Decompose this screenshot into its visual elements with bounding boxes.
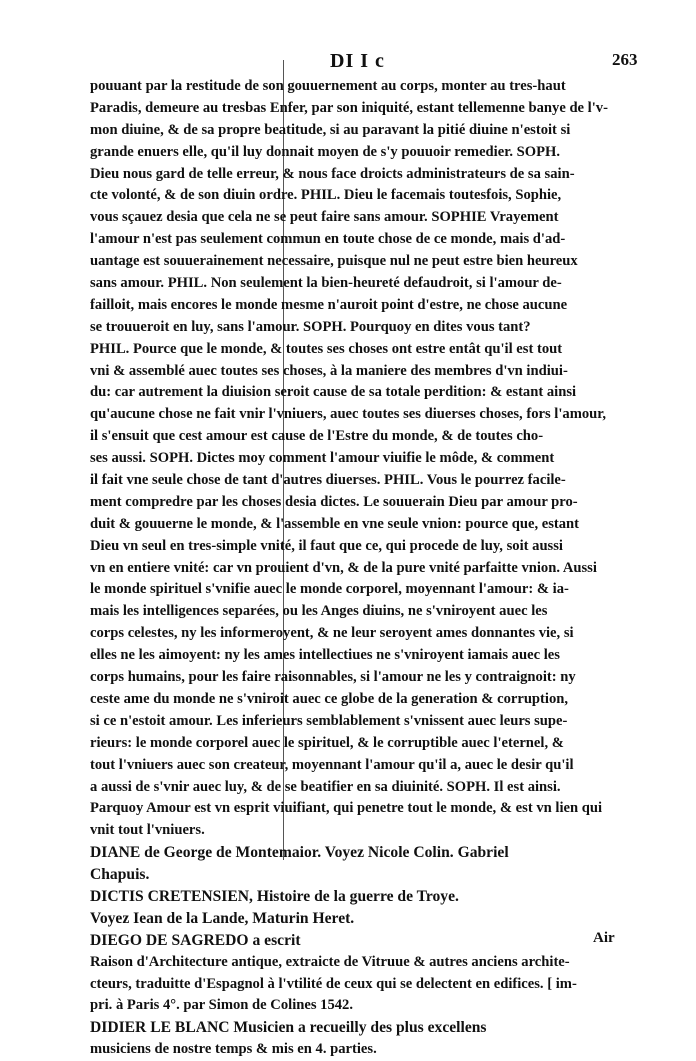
text-line: Parquoy Amour est vn esprit viuifiant, qui penetre tout le monde, & est vn lien qui bbox=[90, 800, 603, 817]
text-line: pouuant par la restitude de son gouuernement au corps, monter au tres-haut bbox=[90, 78, 566, 94]
text-line: l'amour n'est pas seulement commun en toute chose de ce monde, mais d'ad- bbox=[90, 231, 566, 248]
text-line: Dieu nous gard de telle erreur, & nous face droicts administrateurs de sa sain- bbox=[90, 165, 575, 182]
entry-line: cteurs, traduitte d'Espagnol à l'vtilité de ceux qui se delectent en edifices. [ im- bbox=[90, 975, 577, 992]
text-line: ment compredre par les choses desia dictes. Le souuerain Dieu par amour pro- bbox=[90, 493, 578, 510]
text-line: du: car autrement la diuision seroit cause de sa totale perdition: & estant ainsi bbox=[90, 384, 577, 401]
text-line: qu'aucune chose ne fait vnir l'vniuers, auec toutes ses diuerses choses, fors l'amour, bbox=[90, 406, 607, 423]
text-line: uantage est souuerainement necessaire, puisque nul ne peut estre bien heureux bbox=[90, 253, 578, 270]
text-line: sans amour. PHIL. Non seulement la bien-heureté defaudroit, si l'amour de- bbox=[90, 275, 562, 292]
text-line: se trouueroit en luy, sans l'amour. SOPH. Pourquoy en dites vous tant? bbox=[90, 318, 531, 335]
text-line: tout l'vniuers auec son createur, moyennant l'amour qu'il a, auec le desir qu'il bbox=[90, 756, 574, 773]
text-line: PHIL. Pource que le monde, & toutes ses choses ont estre entât qu'il est tout bbox=[90, 340, 563, 357]
text-line: ceste ame du monde ne s'vniroit auec ce globe de la generation & corruption, bbox=[90, 690, 569, 707]
text-line: vnit tout l'vniuers. bbox=[90, 822, 205, 839]
text-line: ses aussi. SOPH. Dictes moy comment l'amour viuifie le môde, & comment bbox=[90, 450, 555, 467]
text-line: a aussi de s'vnir auec luy, & de se beatifier en sa diuinité. SOPH. Il est ainsi. bbox=[90, 778, 561, 795]
entry-line: DIDIER LE BLANC Musicien a recueilly des plus excellens bbox=[90, 1019, 487, 1037]
text-line: cte volonté, & de son diuin ordre. PHIL. Dieu le facemais toutesfois, Sophie, bbox=[90, 187, 562, 204]
page-number: 263 bbox=[612, 50, 638, 69]
text-line: duit & gouuerne le monde, & l'assemble en vne seule vnion: pource que, estant bbox=[90, 515, 580, 532]
entry-line: Chapuis. bbox=[90, 866, 150, 884]
text-line: mais les intelligences separées, ou les Anges diuins, ne s'vniroyent auec les bbox=[90, 603, 548, 620]
text-line: si ce n'estoit amour. Les inferieurs semblablement s'vnissent auec leurs supe- bbox=[90, 712, 568, 729]
text-line: Dieu vn seul en tres-simple vnité, il faut que ce, qui procede de luy, soit aussi bbox=[90, 537, 563, 554]
entry-line: DIANE de George de Montemaior. Voyez Nicole Colin. Gabriel bbox=[90, 844, 509, 862]
entry-line: DIEGO DE SAGREDO a escrit bbox=[90, 931, 301, 949]
text-line: vni & assemblé auec toutes ses choses, à la maniere des membres d'vn indiui- bbox=[90, 362, 568, 379]
entry-line: DICTIS CRETENSIEN, Histoire de la guerre de Troye. bbox=[90, 887, 459, 905]
catchword: Air bbox=[593, 930, 615, 946]
text-line: failloit, mais encores le monde mesme n'auroit point d'estre, ne chose aucune bbox=[90, 296, 568, 313]
text-line: elles ne les aimoyent: ny les ames intellectiues ne s'vniroyent iamais auec les bbox=[90, 647, 560, 664]
text-line: rieurs: le monde corporel auec le spirituel, & le corruptible auec l'eternel, & bbox=[90, 734, 564, 751]
entry-line: Raison d'Architecture antique, extraicte de Vitruue & autres anciens archite- bbox=[90, 953, 570, 970]
text-line: Paradis, demeure au tresbas Enfer, par son iniquité, estant tellemenne banye de l'v- bbox=[90, 99, 608, 116]
text-line: le monde spirituel s'vnifie auec le monde corporel, moyennant l'amour: & ia- bbox=[90, 581, 569, 598]
text-line: grande enuers elle, qu'il luy donnait moyen de s'y pouuoir remedier. SOPH. bbox=[90, 143, 561, 160]
body-text bbox=[90, 76, 630, 1061]
running-header: DI I c bbox=[330, 50, 385, 72]
entry-line: pri. à Paris 4°. par Simon de Colines 1542. bbox=[90, 997, 354, 1014]
text-line: vn en entiere vnité: car vn prouient d'vn, & de la pure vnité parfaitte vnion. Aussi bbox=[90, 559, 597, 576]
text-line: corps celestes, ny les informeroyent, & ne leur seroyent ames donnantes vie, si bbox=[90, 625, 574, 642]
text-line: mon diuine, & de sa propre beatitude, si au paravant la pitié diuine n'estoit si bbox=[90, 121, 571, 138]
text-line: corps humains, pour les faire raisonnables, si l'amour ne les y contraignoit: ny bbox=[90, 669, 576, 686]
text-line: vous sçauez desia que cela ne se peut faire sans amour. SOPHIE Vrayement bbox=[90, 209, 559, 226]
entry-line: Voyez Iean de la Lande, Maturin Heret. bbox=[90, 909, 355, 927]
text-line: il fait vne seule chose de tant d'autres diuerses. PHIL. Vous le pourrez facile- bbox=[90, 472, 566, 489]
text-line: il s'ensuit que cest amour est cause de l'Estre du monde, & de toutes cho- bbox=[90, 428, 544, 445]
entry-line: musiciens de nostre temps & mis en 4. parties. bbox=[90, 1041, 377, 1058]
